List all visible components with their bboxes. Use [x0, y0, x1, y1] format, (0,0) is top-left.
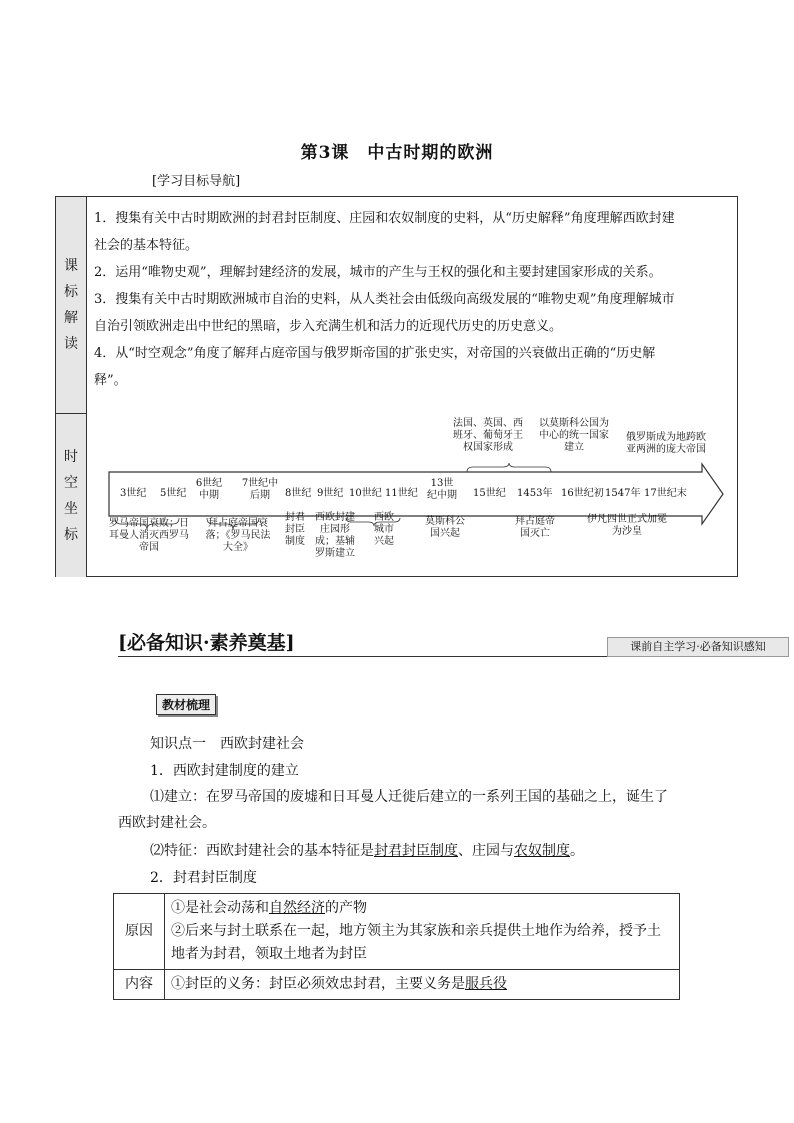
para-2-text: 。 — [570, 843, 584, 859]
tick-label: 1547年 — [605, 488, 641, 499]
tick-label: 8世纪 — [285, 488, 312, 499]
side-char: 解 — [64, 310, 78, 326]
lower-event: 罗马帝国衰败；日耳曼人消灭西罗马帝国 — [109, 518, 189, 553]
section-tag: 课前自主学习·必备知识感知 — [607, 637, 789, 657]
lower-event: 封君封臣制度 — [285, 512, 305, 547]
lower-event: 西欧城市兴起 — [374, 512, 394, 547]
tick-label: 15世纪 — [473, 488, 506, 499]
side-char: 坐 — [64, 500, 78, 517]
tick-label: 9世纪 — [317, 488, 344, 499]
cell-text: ①是社会动荡和 — [171, 900, 269, 916]
row-head: 内容 — [114, 970, 165, 1000]
tick-label: 10世纪 — [349, 488, 382, 499]
term-military-service: 服兵役 — [465, 976, 507, 992]
lower-event: 伊凡四世正式加冕为沙皇 — [587, 514, 667, 537]
side-char: 空 — [64, 474, 78, 491]
tick-label: 11世纪 — [385, 488, 418, 499]
lesson-title: 第3课 中古时期的欧洲 — [300, 143, 494, 163]
overview-frame — [55, 196, 738, 577]
side-char: 时 — [64, 448, 78, 465]
row-head: 原因 — [114, 894, 165, 970]
knowledge-table — [113, 893, 680, 1000]
side-label-objectives — [56, 197, 87, 413]
side-char: 课 — [64, 258, 78, 274]
side-label-timeline — [56, 413, 87, 577]
tick-label: 13世纪中期 — [427, 478, 457, 501]
textbook-badge: 教材梳理 — [156, 694, 216, 715]
tick-label: 17世纪末 — [644, 488, 687, 499]
lower-event: 莫斯科公国兴起 — [425, 516, 465, 539]
lower-event: 拜占庭帝国衰落；《罗马民法大全》 — [205, 518, 271, 553]
cell-reason — [165, 894, 680, 970]
para-2-text: ⑵特征：西欧封建社会的基本特征是 — [150, 843, 374, 859]
para-1b: 西欧封建社会。 — [118, 815, 216, 831]
tick-label: 1453年 — [517, 488, 553, 499]
objective-line: 社会的基本特征。 — [94, 238, 199, 253]
cell-text: ①封臣的义务：封臣必须效忠封君，主要义务是 — [171, 976, 465, 992]
table-row — [114, 970, 680, 1000]
section-title: [必备知识·素养奠基] — [118, 632, 295, 654]
guide-label: [学习目标导航] — [152, 174, 241, 189]
term-serfdom: 农奴制度 — [514, 843, 570, 859]
knowledge-point: 知识点一 西欧封建社会 — [150, 736, 304, 752]
lower-event: 拜占庭帝国灭亡 — [515, 516, 555, 539]
cell-content — [165, 970, 680, 1000]
tick-label: 16世纪初 — [561, 488, 604, 499]
table-row — [114, 894, 680, 970]
objective-line: 2．运用“唯物史观”，理解封建经济的发展，城市的产生与王权的强化和主要封建国家形成的关系。 — [94, 265, 662, 280]
heading-2: 2．封君封臣制度 — [150, 870, 257, 886]
side-char: 标 — [64, 526, 78, 543]
para-2-text: 、庄园与 — [458, 843, 514, 859]
upper-event: 以莫斯科公国为中心的统一国家建立 — [539, 418, 609, 453]
cell-text: 的产物 — [325, 900, 367, 916]
objective-line: 1．搜集有关中古时期欧洲的封君封臣制度、庄园和农奴制度的史料，从“历史解释”角度理解西欧封建 — [94, 211, 675, 226]
term-vassal: 封君封臣制度 — [374, 843, 458, 859]
para-2 — [118, 841, 708, 861]
tick-label: 5世纪 — [160, 488, 187, 499]
side-char: 标 — [64, 284, 78, 300]
objective-line: 自治引领欧洲走出中世纪的黑暗，步入充满生机和活力的近现代历史的历史意义。 — [94, 319, 563, 334]
lower-event: 西欧封建庄园形成；基辅罗斯建立 — [315, 512, 355, 559]
upper-event: 法国、英国、西班牙、葡萄牙王权国家形成 — [453, 418, 523, 453]
term-natural-economy: 自然经济 — [269, 900, 325, 916]
tick-label: 6世纪中期 — [195, 478, 223, 501]
heading-1: 1．西欧封建制度的建立 — [150, 763, 299, 779]
objective-line: 4．从“时空观念”角度了解拜占庭帝国与俄罗斯帝国的扩张史实，对帝国的兴衰做出正确的“历史解 — [94, 346, 656, 361]
para-1a: ⑴建立：在罗马帝国的废墟和日耳曼人迁徙后建立的一系列王国的基础之上，诞生了 — [150, 789, 668, 805]
tick-label: 3世纪 — [120, 488, 147, 499]
tick-label: 7世纪中后期 — [241, 478, 279, 501]
objective-line: 释”。 — [94, 373, 127, 388]
objective-line: 3．搜集有关中古时期欧洲城市自治的史料，从人类社会由低级向高级发展的“唯物史观”角度理解城市 — [94, 292, 675, 307]
cell-text: ②后来与封土联系在一起，地方领主为其家族和亲兵提供土地作为给养，授予土地者为封君，领取土地者为封臣 — [171, 923, 661, 962]
side-char: 读 — [64, 336, 78, 352]
objectives-list — [94, 205, 734, 394]
upper-event: 俄罗斯成为地跨欧亚两洲的庞大帝国 — [626, 432, 706, 455]
